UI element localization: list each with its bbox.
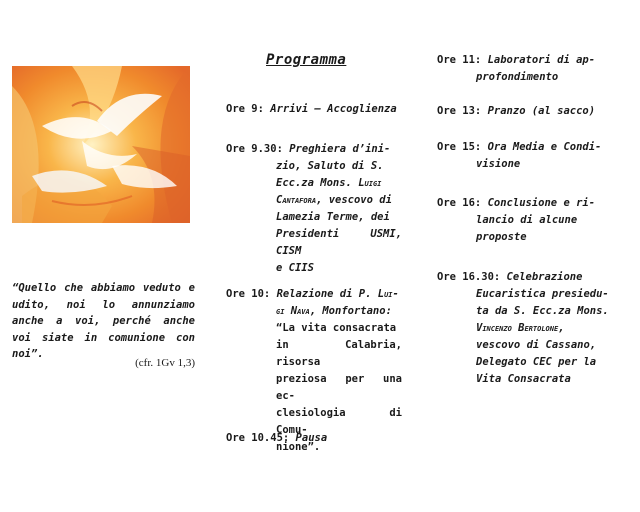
activity-text: Ecc.za Mons. — [276, 177, 359, 189]
activity-text: Lamezia Terme, dei — [276, 211, 390, 223]
activity-text — [226, 303, 402, 320]
activity-text: proposte — [476, 231, 527, 243]
person-name: Cantafora — [276, 194, 317, 206]
talk-title: “La vita consacrata — [276, 322, 397, 334]
person-name: Vincenzo Bertolone, — [476, 322, 565, 334]
quote-citation: (cfr. 1Gv 1,3) — [135, 357, 195, 369]
activity-text: Delegato CEC per la — [476, 356, 597, 368]
talk-title: clesiologia di Comu- — [276, 407, 402, 436]
activity-text: Vita Consacrata — [476, 373, 571, 385]
schedule-item-1630 — [437, 269, 615, 388]
bible-quote: “Quello che abbiamo veduto e udito, noi lo annunziamo anche a voi, perché anche voi siate in comunione con noi”. — [12, 282, 195, 360]
time-label: Ore 11: — [437, 54, 482, 66]
activity-text: vescovo di Cassano, — [476, 339, 597, 351]
talk-title: preziosa per una ec- — [276, 373, 402, 402]
time-label: Ore 16.30: — [437, 271, 501, 283]
activity-text: ta da S. Ecc.za Mons. — [476, 305, 609, 317]
activity-text: Pausa — [295, 432, 328, 444]
activity-text: Preghiera d’ini- — [289, 143, 391, 155]
activity-text: Laboratori di ap- — [487, 54, 596, 66]
activity-text — [226, 175, 402, 192]
person-name: Luigi — [358, 177, 382, 189]
time-label: Ore 16: — [437, 197, 482, 209]
schedule-item-1045 — [226, 430, 402, 447]
activity-text: Pranzo (al sacco) — [487, 105, 596, 117]
time-label: Ore 15: — [437, 141, 482, 153]
schedule-item-9 — [226, 101, 402, 118]
activity-text — [226, 192, 402, 209]
activity-text: lancio di alcune — [476, 214, 578, 226]
person-name: gi Nava — [276, 305, 310, 317]
activity-text: Relazione di P. — [276, 288, 378, 300]
activity-text: , vescovo di — [316, 194, 392, 206]
activity-text: , Monfortano: — [309, 305, 392, 317]
activity-text: Ora Media e Condi- — [487, 141, 602, 153]
schedule-item-16 — [437, 195, 615, 246]
activity-text: Arrivi – Accoglienza — [270, 103, 397, 115]
activity-text: zio, Saluto di S. — [276, 160, 384, 172]
activity-text: visione — [476, 158, 521, 170]
schedule-item-15 — [437, 139, 615, 173]
person-name: Lui- — [377, 288, 399, 300]
activity-text: Eucaristica presiedu- — [476, 288, 609, 300]
activity-text: Celebrazione — [506, 271, 583, 283]
activity-text: e CIIS — [276, 262, 314, 274]
schedule-item-13 — [437, 103, 615, 120]
activity-text: Conclusione e ri- — [487, 197, 596, 209]
schedule-item-11 — [437, 52, 615, 86]
schedule-item-930 — [226, 141, 402, 277]
activity-text: Presidenti USMI, CISM — [276, 228, 402, 257]
time-label: Ore 10.45: — [226, 432, 290, 444]
talk-title: nione”. — [276, 441, 321, 453]
time-label: Ore 9.30: — [226, 143, 283, 155]
time-label: Ore 10: — [226, 288, 271, 300]
talk-title: in Calabria, risorsa — [276, 339, 402, 368]
activity-text: profondimento — [476, 71, 559, 83]
time-label: Ore 9: — [226, 103, 264, 115]
program-title: Programma — [266, 52, 347, 68]
time-label: Ore 13: — [437, 105, 482, 117]
dove-painting — [12, 66, 190, 223]
